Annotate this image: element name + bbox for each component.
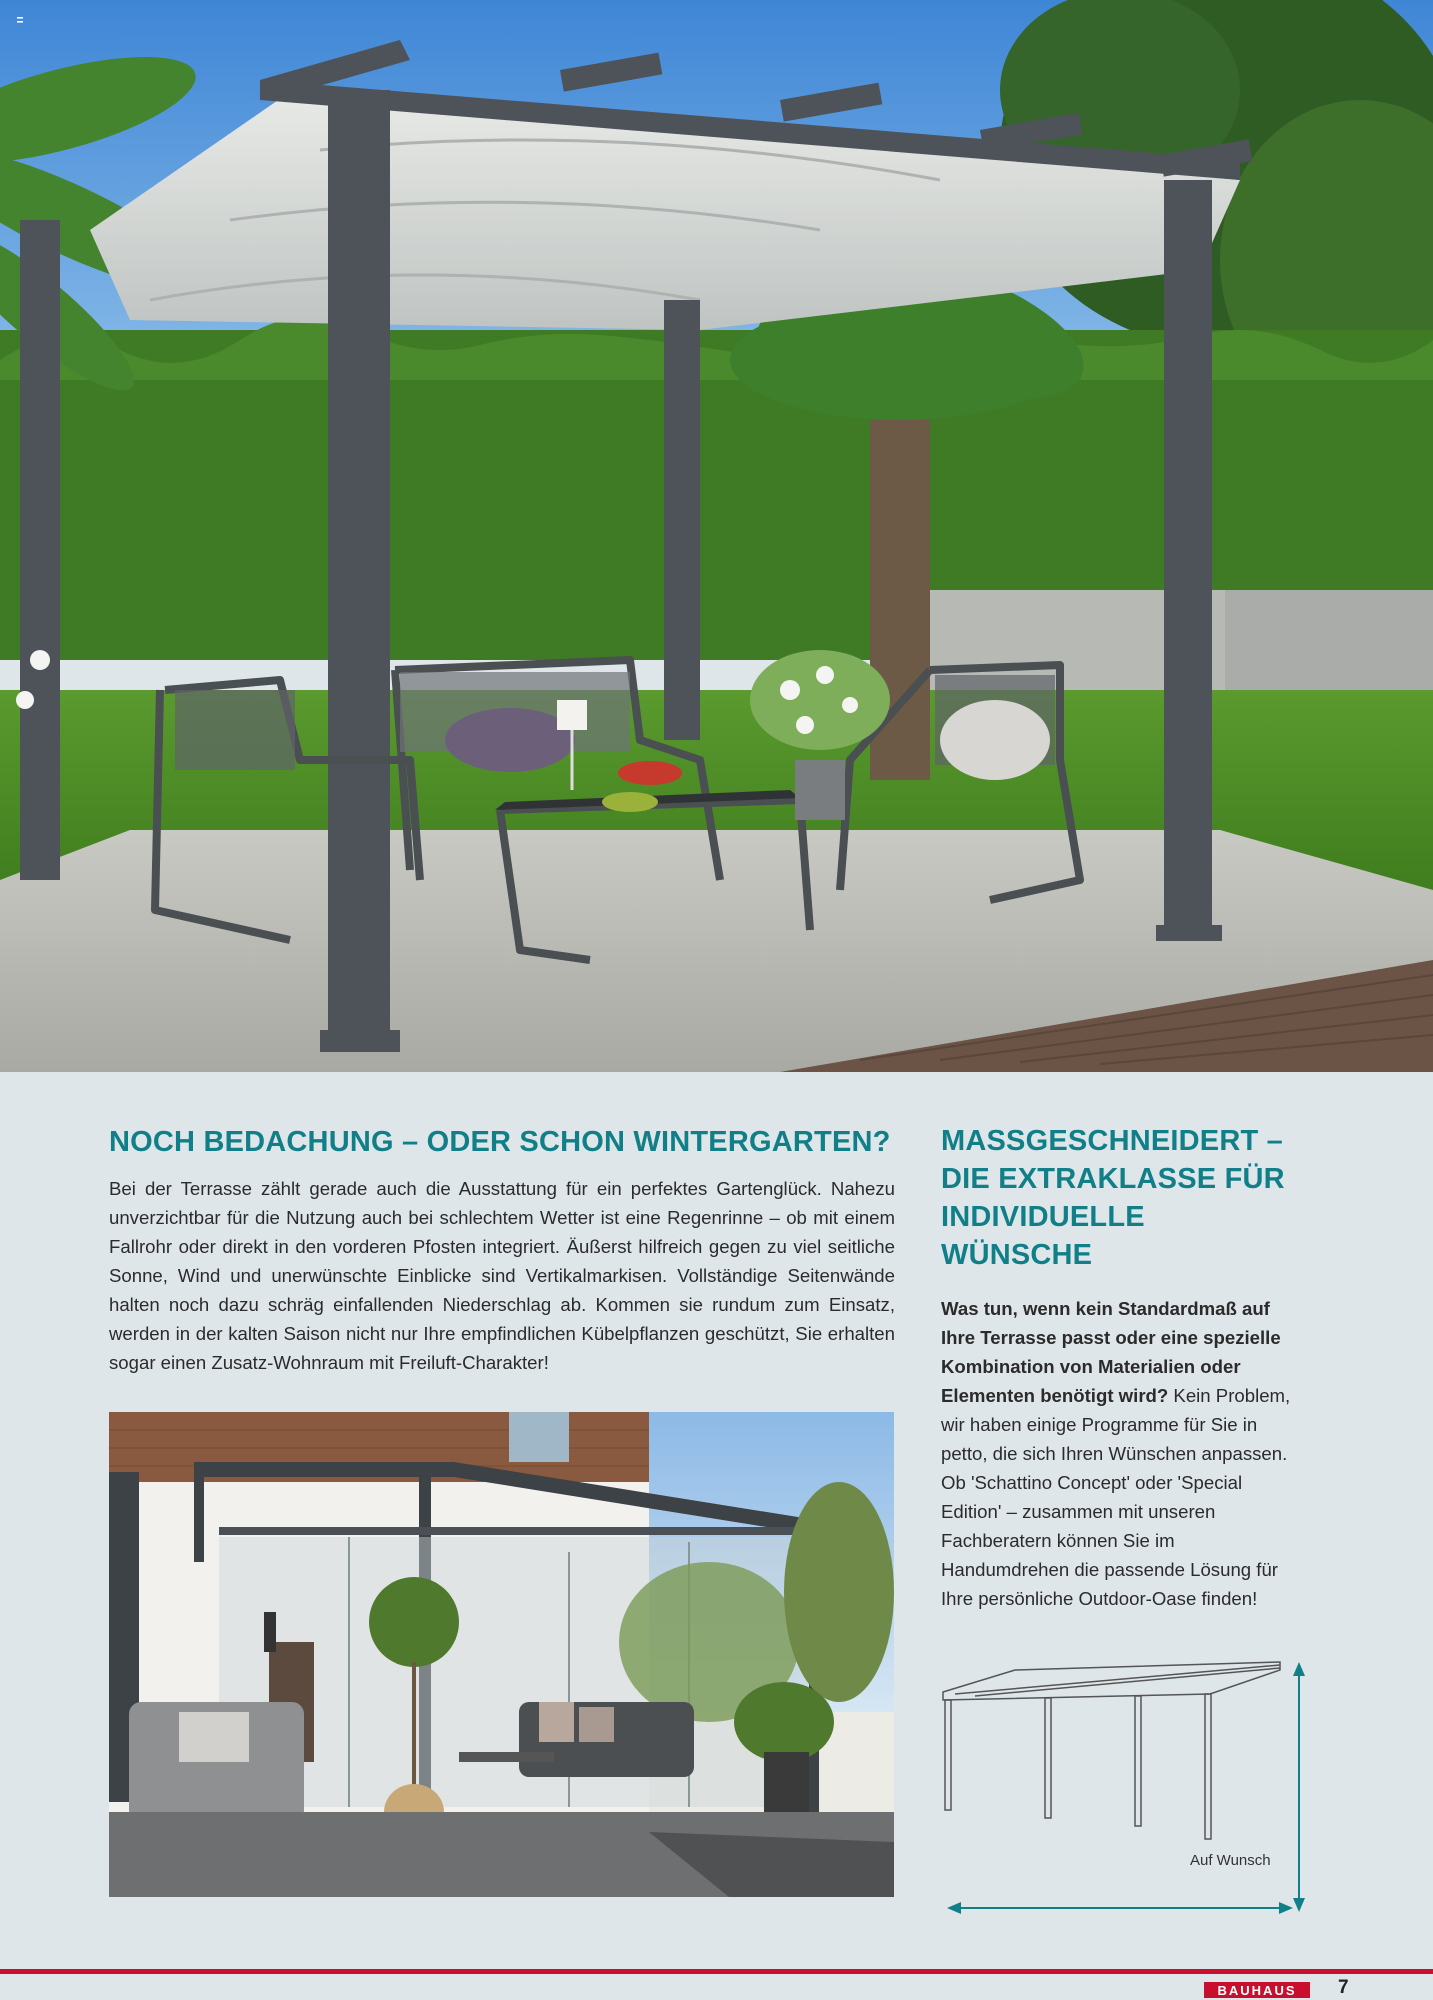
footer	[0, 1974, 1433, 2000]
article-body	[941, 1294, 1301, 1613]
page-number: 7	[1338, 1977, 1349, 1998]
pergola-outline	[935, 1632, 1315, 1922]
title-line: MASSGESCHNEIDERT –	[941, 1125, 1283, 1157]
article-lead: Was tun, wenn kein Standardmaß auf Ihre Terrasse passt oder eine spezielle Kombination von Materialien oder Elementen benötigt wird?	[941, 1298, 1281, 1406]
article-body: Bei der Terrasse zählt gerade auch die Ausstattung für ein perfektes Gartenglück. Nahezu unverzichtbar für die Nutzung auch bei schlechtem Wetter ist eine Regenrinne – ob mit einem Fallrohr oder direkt in den vorderen Pfosten integriert. Äußerst hilfreich gegen zu viel seitliche Sonne, Wind und unerwünschte Einblicke sind Vertikalmarkisen. Vollständige Seitenwände halten noch dazu schräg einfallenden Niederschlag ab. Kommen sie rundum zum Einsatz, werden in der kalten Saison nicht nur Ihre empfindlichen Kübelpflanzen geschützt, Sie erhalten sogar einen Zusatz-Wohnraum mit Freiluft-Charakter!	[109, 1178, 895, 1373]
title-line: INDIVIDUELLE WÜNSCHE	[941, 1201, 1145, 1271]
content-area	[0, 1072, 1433, 1968]
article-massgeschneidert	[941, 1122, 1301, 1613]
bauhaus-logo	[1204, 1982, 1310, 1998]
article-title: NOCH BEDACHUNG – ODER SCHON WINTERGARTEN?	[109, 1126, 891, 1158]
menu-icon[interactable]	[14, 12, 38, 32]
article-wintergarten	[109, 1122, 895, 1377]
article-title	[941, 1122, 1301, 1274]
pergola-diagram	[935, 1632, 1315, 1922]
wintergarten-photo	[109, 1412, 894, 1897]
logo-text: BAUHAUS	[1217, 1982, 1297, 1998]
diagram-label: Auf Wunsch	[1190, 1852, 1271, 1869]
title-line: DIE EXTRAKLASSE FÜR	[941, 1163, 1285, 1195]
wintergarten-scene	[109, 1412, 894, 1897]
article-text: Kein Problem, wir haben einige Programme für Sie in petto, die sich Ihren Wünschen anpassen. Ob 'Schattino Concept' oder 'Special Edition' – zusammen mit unseren Fachberatern können Sie im Handumdrehen die passende Lösung für Ihre persönliche Outdoor-Oase finden!	[941, 1385, 1291, 1609]
